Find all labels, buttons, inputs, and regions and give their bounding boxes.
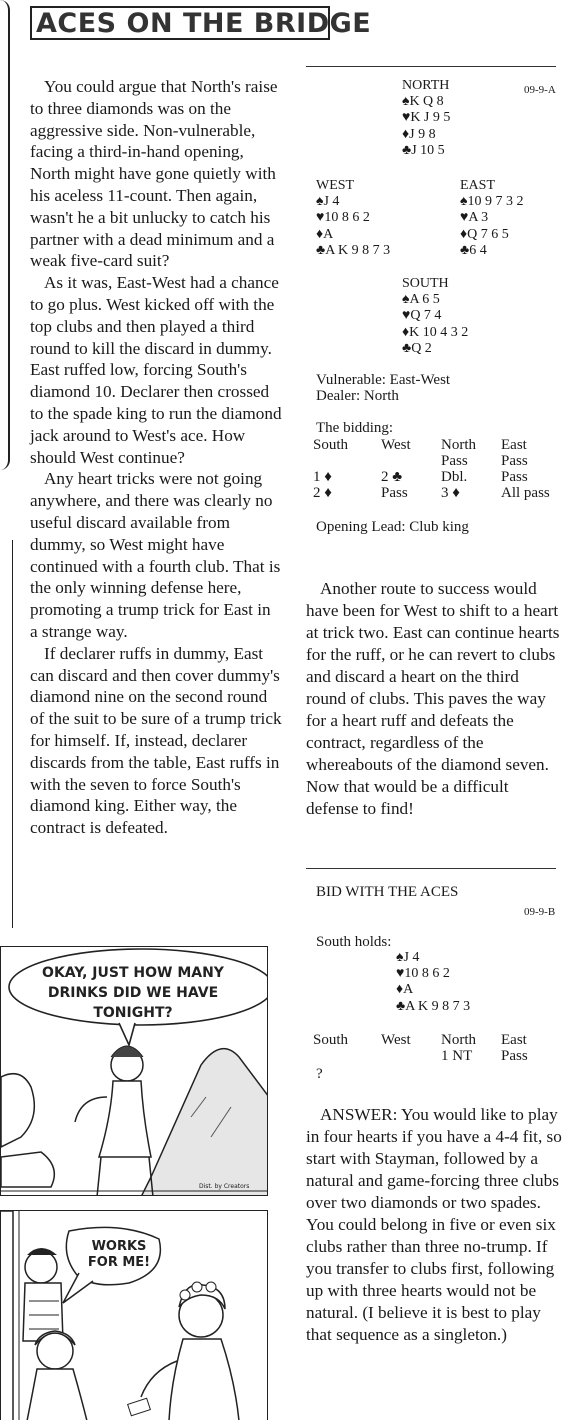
bid-cell: 2 ♣ <box>381 469 403 485</box>
bid-header-south: South <box>313 437 349 453</box>
comic-panel-2 <box>0 1210 268 1420</box>
bidding-table <box>313 437 560 501</box>
west-diamonds: ♦A <box>316 226 334 242</box>
south-spades: ♠A 6 5 <box>402 292 440 308</box>
south-hand <box>402 276 468 357</box>
south-clubs: ♣Q 2 <box>402 340 432 356</box>
auction-row <box>313 1048 538 1064</box>
north-clubs: ♣J 10 5 <box>402 142 445 158</box>
auction-header-east: East <box>501 1032 527 1048</box>
bidding-header-row <box>313 437 560 453</box>
vulnerable-line: Vulnerable: East-West <box>316 372 451 388</box>
article-column-right <box>306 578 562 820</box>
bid-hearts: ♥10 8 6 2 <box>396 966 450 982</box>
auction-cell <box>313 1048 381 1064</box>
east-clubs: ♣6 4 <box>460 242 487 258</box>
bid-cell <box>381 453 441 469</box>
bid-diamonds: ♦A <box>396 982 414 998</box>
auction-header-south: South <box>313 1032 349 1048</box>
bid-auction-table <box>313 1032 538 1064</box>
bid-clubs: ♣A K 9 8 7 3 <box>396 998 471 1014</box>
bid-question: ? <box>316 1066 323 1082</box>
east-spades: ♠10 9 7 3 2 <box>460 194 524 210</box>
answer-paragraph: ANSWER: You would like to play in four hearts if you have a 4-4 fit, so start with Stayman, followed by a natural and game-forcing three clubs over two diamonds or two spades. You could belong in five or even six clubs rather than three no-trump. If you transfer to clubs first, following up with three hearts would not be natural. (I believe it is best to play that sequence as a singleton.) <box>306 1105 562 1344</box>
bidding-row <box>313 453 560 469</box>
article-column-left <box>30 76 282 839</box>
mid-rule <box>306 868 556 869</box>
bid-cell: 3 ♦ <box>441 485 460 501</box>
east-hearts: ♥A 3 <box>460 210 489 226</box>
auction-header-row <box>313 1032 538 1048</box>
bid-hand <box>396 950 470 1015</box>
south-hearts: ♥Q 7 4 <box>402 308 442 324</box>
bidding-row <box>313 469 560 485</box>
auction-header-west: West <box>381 1032 411 1048</box>
bid-title: BID WITH THE ACES <box>316 884 459 900</box>
north-hearts: ♥K J 9 5 <box>402 110 451 126</box>
bid-cell: 1 ♦ <box>313 469 332 485</box>
auction-header-north: North <box>441 1032 476 1048</box>
bid-cell: All pass <box>501 485 550 501</box>
west-hearts: ♥10 8 6 2 <box>316 210 370 226</box>
auction-cell: 1 NT <box>441 1048 473 1064</box>
west-spades: ♠J 4 <box>316 194 340 210</box>
dealer-line: Dealer: North <box>316 388 399 404</box>
bid-cell: 2 ♦ <box>313 485 332 501</box>
bid-cell <box>313 453 381 469</box>
paragraph-1: You could argue that North's raise to three diamonds was on the aggressive side. Non-vulnerable, facing a third-in-hand opening, North might have gone quietly with his aceless 11-count. Then again, wasn't he a bit unlucky to catch his partner with a dead minimum and a weak five-card suit? <box>30 77 278 271</box>
bid-header-north: North <box>441 437 476 453</box>
bid-spades: ♠J 4 <box>396 950 420 965</box>
south-holds: South holds: <box>316 934 392 950</box>
bid-header-east: East <box>501 437 527 453</box>
bid-cell: Pass <box>381 485 408 501</box>
east-hand <box>460 178 523 259</box>
south-diamonds: ♦K 10 4 3 2 <box>402 324 469 340</box>
column-title: ACES ON THE BRIDGE <box>36 8 372 39</box>
east-label: EAST <box>460 178 495 193</box>
west-hand <box>316 178 390 259</box>
bid-header-west: West <box>381 437 411 453</box>
bidding-row <box>313 485 560 501</box>
north-label: NORTH <box>402 78 450 93</box>
left-edge-frame-bottom <box>0 540 13 928</box>
south-label: SOUTH <box>402 276 449 291</box>
comic-2-speech: WORKS FOR ME! <box>87 1239 151 1270</box>
north-hand <box>402 78 450 159</box>
deal-diagram <box>306 78 566 378</box>
left-edge-frame-top <box>0 0 10 470</box>
paragraph-2: As it was, East-West had a chance to go plus. West kicked off with the top clubs and then played a third round to kill the discard in dummy. East ruffed low, forcing South's diamond 10. Declarer then crossed to the spade king to run the diamond jack around to West's ace. How should West continue? <box>30 273 282 467</box>
bid-cell: Pass <box>501 469 528 485</box>
comic-1-speech: OKAY, JUST HOW MANY DRINKS DID WE HAVE TONIGHT? <box>42 965 224 1021</box>
paragraph-3: Any heart tricks were not going anywhere, and there was clearly no useful discard available from dummy, so West might have continued with a fourth club. That is the only winning defense here, promoting a trump trick for East in a strange way. <box>30 469 281 641</box>
auction-cell: Pass <box>501 1048 528 1064</box>
comic-1-credit: Dist. by Creators <box>199 1183 250 1190</box>
north-diamonds: ♦J 9 8 <box>402 126 436 142</box>
paragraph-4: If declarer ruffs in dummy, East can discard and then cover dummy's diamond nine on the second round of the suit to be sure of a trump trick for himself. If, instead, declarer discards from the table, East ruffs in with the seven to force South's diamond king. Either way, the contract is defeated. <box>30 643 282 838</box>
bid-cell: Pass <box>441 453 468 469</box>
auction-cell <box>381 1048 441 1064</box>
west-clubs: ♣A K 9 8 7 3 <box>316 242 391 258</box>
east-diamonds: ♦Q 7 6 5 <box>460 226 509 242</box>
bid-code: 09-9-B <box>524 906 556 918</box>
comic-panel-1 <box>0 946 268 1196</box>
paragraph-5: Another route to success would have been for West to shift to a heart at trick two. East can continue hearts for the ruff, or he can revert to clubs and discard a heart on the third round of clubs. This paves the way for a heart ruff and defeats the contract, regardless of the whereabouts of the diamond seven. Now that would be a difficult defense to find! <box>306 579 560 818</box>
bid-cell: Pass <box>501 453 528 469</box>
north-spades: ♠K Q 8 <box>402 94 444 110</box>
answer-text <box>306 1104 562 1346</box>
top-rule <box>306 66 556 67</box>
west-label: WEST <box>316 178 355 193</box>
opening-lead: Opening Lead: Club king <box>316 519 469 535</box>
deal-code: 09-9-A <box>524 84 556 96</box>
bidding-label: The bidding: <box>316 420 394 436</box>
bid-cell: Dbl. <box>441 469 468 485</box>
